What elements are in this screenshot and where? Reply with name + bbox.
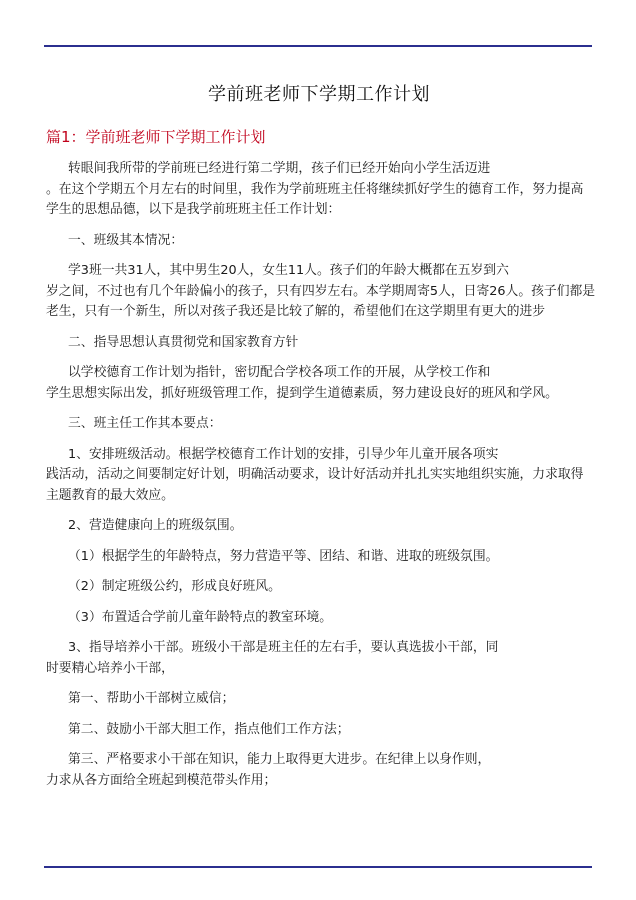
paragraph-line: 学生的思想品德，以下是我学前班班主任工作计划： xyxy=(46,202,341,217)
paragraph xyxy=(46,750,592,791)
paragraph-line: 学3班一共31人，其中男生20人，女生11人。孩子们的年龄大概都在五岁到六 xyxy=(68,263,509,278)
paragraph-line: 转眼间我所带的学前班已经进行第二学期，孩子们已经开始向小学生活迈进 xyxy=(68,161,491,176)
top-rule xyxy=(44,45,592,47)
paragraph-line: （2）制定班级公约，形成良好班风。 xyxy=(68,579,281,594)
paragraph-line: 践活动，活动之间要制定好计划，明确活动要求，设计好活动并扎扎实实地组织实施，力求取得 xyxy=(46,467,584,482)
paragraph xyxy=(46,608,592,629)
paragraph-line: （1）根据学生的年龄特点，努力营造平等、团结、和谐、进取的班级氛围。 xyxy=(68,548,499,564)
paragraph xyxy=(46,445,592,507)
paragraph-line: 第二、鼓励小干部大胆工作，指点他们工作方法； xyxy=(68,721,350,737)
bottom-rule xyxy=(44,866,592,868)
paragraph-line: 主题教育的最大效应。 xyxy=(46,487,174,503)
paragraph-line: 力求从各方面给全班起到模范带头作用； xyxy=(46,772,277,788)
paragraph xyxy=(46,414,592,435)
paragraph-line: 。在这个学期五个月左右的时间里，我作为学前班班主任将继续抓好学生的德育工作，努力提高 xyxy=(46,181,584,197)
paragraph xyxy=(46,159,592,221)
section-title: 篇1：学前班老师下学期工作计划 xyxy=(46,128,266,146)
paragraph-line: 第三、严格要求小干部在知识，能力上取得更大进步。在纪律上以身作则， xyxy=(68,752,491,767)
paragraph-line: 岁之间，不过也有几个年龄偏小的孩子，只有四岁左右。本学期周寄5人，日寄26人。孩子们都是 xyxy=(46,283,596,299)
paragraph-line: 三、班主任工作其本要点： xyxy=(68,416,222,431)
paragraph-line: 3、指导培养小干部。班级小干部是班主任的左右手，要认真选拔小干部，同 xyxy=(68,640,499,655)
paragraph xyxy=(46,577,592,598)
paragraph-line: 时要精心培养小干部， xyxy=(46,660,174,676)
paragraph-line: 第一、帮助小干部树立威信； xyxy=(68,691,235,706)
paragraph xyxy=(46,689,592,710)
paragraph xyxy=(46,231,592,252)
document-body xyxy=(46,80,596,801)
paragraph xyxy=(46,638,592,679)
paragraph-line: 二、指导思想认真贯彻党和国家教育方针 xyxy=(68,334,299,350)
paragraph xyxy=(46,516,592,537)
paragraph-line: 一、班级其本情况： xyxy=(68,232,184,248)
paragraph xyxy=(46,720,592,741)
paragraph-line: 1、安排班级活动。根据学校德育工作计划的安排，引导少年儿童开展各项实 xyxy=(68,446,499,462)
paragraph-line: （3）布置适合学前儿童年龄特点的教室环境。 xyxy=(68,609,333,625)
document-title: 学前班老师下学期工作计划 xyxy=(208,84,430,105)
paragraph xyxy=(46,333,592,354)
paragraph xyxy=(46,261,596,323)
paragraph-line: 老生，只有一个新生，所以对孩子我还是比较了解的，希望他们在这学期里有更大的进步 xyxy=(46,304,546,319)
paragraph-list xyxy=(46,159,596,791)
paragraph-line: 2、营造健康向上的班级氛围。 xyxy=(68,518,243,533)
paragraph xyxy=(46,363,592,404)
paragraph-line: 以学校德育工作计划为指针，密切配合学校各项工作的开展，从学校工作和 xyxy=(68,365,491,380)
paragraph xyxy=(46,547,592,568)
paragraph-line: 学生思想实际出发，抓好班级管理工作，提到学生道德素质，努力建设良好的班风和学风。 xyxy=(46,385,558,401)
